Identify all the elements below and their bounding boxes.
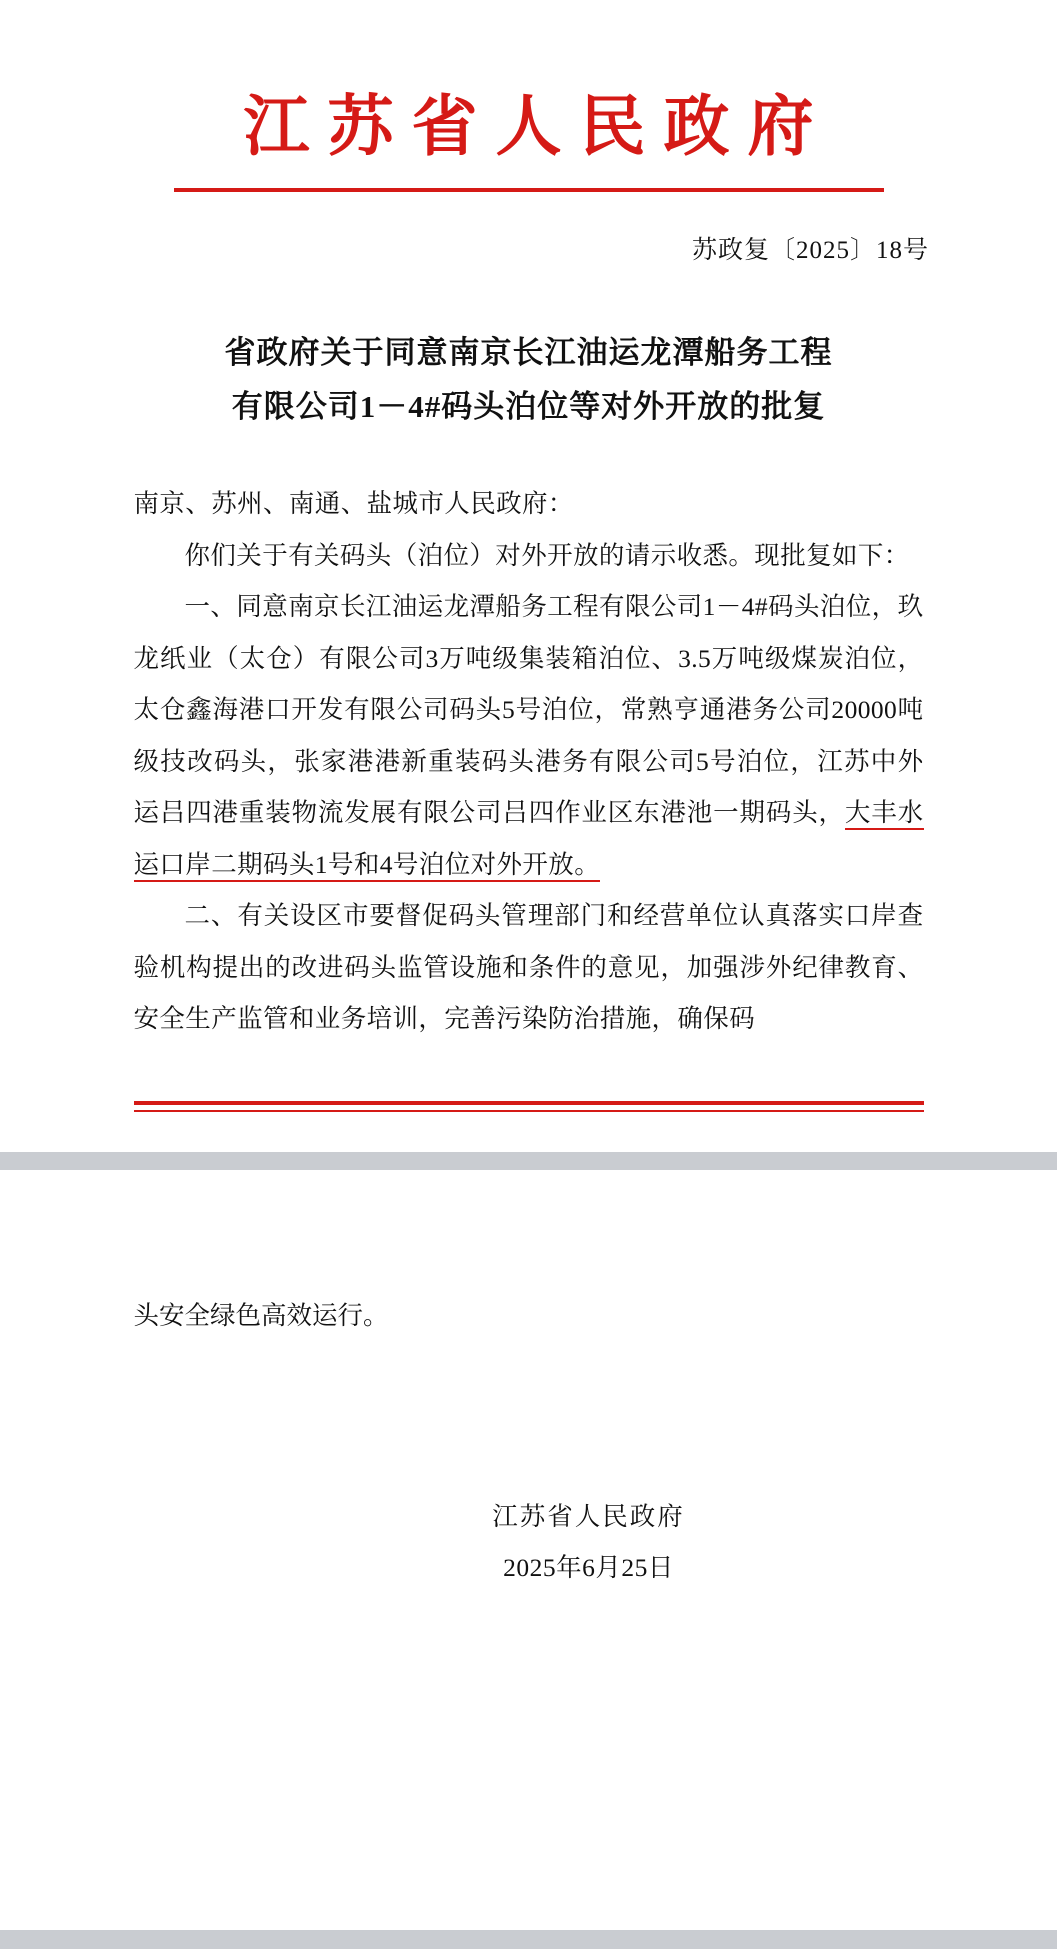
document-page-2	[0, 1170, 1057, 1930]
page-title-line-1: 省政府关于同意南京长江油运龙潭船务工程	[224, 334, 833, 370]
highlighted-clause: 大丰水运口岸二期码头1号和4号泊位对外开放。	[134, 798, 924, 882]
continuation-paragraph: 头安全绿色高效运行。	[133, 1300, 389, 1330]
footer-rule-thick	[134, 1101, 924, 1105]
page-separator	[0, 1152, 1057, 1170]
addressee-line: 南京、苏州、南通、盐城市人民政府：	[133, 489, 574, 519]
masthead	[0, 64, 1057, 192]
issuing-authority-title: 江苏省人民政府	[243, 91, 832, 164]
page-title	[139, 326, 919, 435]
signature-block	[134, 1491, 924, 1593]
signature-issuer: 江苏省人民政府	[492, 1502, 685, 1532]
page-title-line-2: 有限公司1－4#码头泊位等对外开放的批复	[231, 389, 826, 425]
body-paragraph-one	[134, 581, 924, 890]
document-number-row	[0, 192, 1057, 266]
body-paragraph-one-text: 一、同意南京长江油运龙潭船务工程有限公司1－4#码头泊位，玖龙纸业（太仓）有限公司3万吨级集装箱泊位、3.5万吨级煤炭泊位，太仓鑫海港口开发有限公司码头5号泊位，常熟亨通港务公司20000吨级技改码头，张家港港新重装码头港务有限公司5号泊位，江苏中外运吕四港重装物流发展有限公司吕四作业区东港池一期码头，	[133, 592, 924, 828]
document-number: 苏政复〔2025〕18号	[691, 236, 929, 264]
page-footer-divider	[134, 1101, 924, 1112]
footer-rule-thin	[134, 1110, 924, 1112]
document-body	[134, 478, 924, 1045]
signature-date: 2025年6月25日	[503, 1553, 674, 1583]
body-paragraph-two: 二、有关设区市要督促码头管理部门和经营单位认真落实口岸查验机构提出的改进码头监管设施和条件的意见，加强涉外纪律教育、安全生产监管和业务培训，完善污染防治措施，确保码	[133, 901, 924, 1034]
body-paragraph-intro: 你们关于有关码头（泊位）对外开放的请示收悉。现批复如下：	[184, 540, 910, 570]
